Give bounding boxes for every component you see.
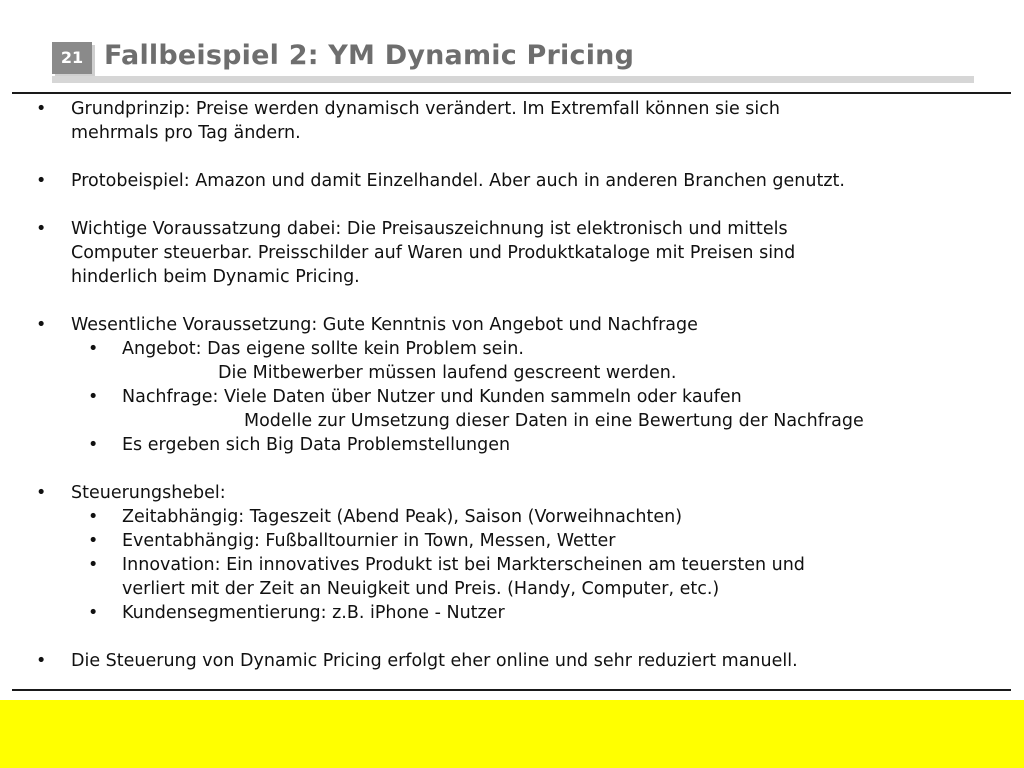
bullet-dot: •: [36, 219, 47, 239]
bullet-text-line: Es ergeben sich Big Data Problemstellungen: [122, 435, 511, 455]
bullet-text-line: Wesentliche Voraussetzung: Gute Kenntnis von Angebot und Nachfrage: [71, 315, 698, 335]
bullet-protobeispiel: [28, 169, 1008, 193]
bullet-text-line: Kundensegmentierung: z.B. iPhone - Nutzer: [122, 603, 505, 623]
bullet-text-line: hinderlich beim Dynamic Pricing.: [71, 267, 360, 287]
bullet-dot: •: [88, 531, 99, 551]
bullet-text-line: Computer steuerbar. Preisschilder auf Waren und Produktkataloge mit Preisen sind: [71, 243, 796, 263]
bullet-dot: •: [36, 99, 47, 119]
bullet-text-line: Nachfrage: Viele Daten über Nutzer und Kunden sammeln oder kaufen: [122, 387, 742, 407]
bullet-text-line: Steuerungshebel:: [71, 483, 226, 503]
bottom-divider: [12, 689, 1011, 691]
bullet-text-line: Angebot: Das eigene sollte kein Problem sein.: [122, 339, 524, 359]
slide-number-badge: 21: [52, 42, 92, 74]
bullet-list: [28, 97, 1008, 673]
bullet-text-line: Innovation: Ein innovatives Produkt ist bei Markterscheinen am teuersten und: [122, 555, 805, 575]
bullet-text-line: Zeitabhängig: Tageszeit (Abend Peak), Saison (Vorweihnachten): [122, 507, 683, 527]
bullet-text-line: Grundprinzip: Preise werden dynamisch verändert. Im Extremfall können sie sich: [71, 99, 780, 119]
sub-bullet-kundensegmentierung: [28, 601, 1008, 625]
bullet-text-line: Wichtige Voraussatzung dabei: Die Preisauszeichnung ist elektronisch und mittels: [71, 219, 788, 239]
bullet-text-line: mehrmals pro Tag ändern.: [71, 123, 301, 143]
sub-bullet-big-data: [28, 433, 1008, 457]
bullet-dot: •: [36, 483, 47, 503]
bullet-text-line: Eventabhängig: Fußballtournier in Town, Messen, Wetter: [122, 531, 616, 551]
bullet-dot: •: [88, 339, 99, 359]
sub-bullet-eventabhaengig: [28, 529, 1008, 553]
title-underline-bar: [52, 76, 974, 83]
bullet-text-line: Die Steuerung von Dynamic Pricing erfolgt eher online und sehr reduziert manuell.: [71, 651, 798, 671]
bullet-dot: •: [36, 315, 47, 335]
bullet-dot: •: [88, 555, 99, 575]
bullet-steuerung-online: [28, 649, 1008, 673]
sub-bullet-angebot: [28, 337, 1008, 385]
slide-title: Fallbeispiel 2: YM Dynamic Pricing: [104, 40, 635, 71]
bullet-text-line: Die Mitbewerber müssen laufend gescreent werden.: [218, 363, 677, 383]
bullet-text-line: Protobeispiel: Amazon und damit Einzelhandel. Aber auch in anderen Branchen genutzt.: [71, 171, 845, 191]
bullet-grundprinzip: [28, 97, 1008, 145]
top-divider: [12, 92, 1011, 94]
yellow-footer-band: [0, 700, 1024, 768]
sub-bullet-zeitabhaengig: [28, 505, 1008, 529]
sub-bullet-nachfrage: [28, 385, 1008, 433]
bullet-angebot-nachfrage: [28, 313, 1008, 337]
bullet-dot: •: [88, 507, 99, 527]
sub-bullet-innovation: [28, 553, 1008, 601]
bullet-dot: •: [88, 387, 99, 407]
bullet-dot: •: [36, 171, 47, 191]
bullet-text-line: verliert mit der Zeit an Neuigkeit und Preis. (Handy, Computer, etc.): [122, 579, 720, 599]
bullet-dot: •: [36, 651, 47, 671]
bullet-voraussatzung: [28, 217, 1008, 289]
bullet-dot: •: [88, 435, 99, 455]
bullet-dot: •: [88, 603, 99, 623]
bullet-steuerungshebel: [28, 481, 1008, 505]
bullet-text-line: Modelle zur Umsetzung dieser Daten in eine Bewertung der Nachfrage: [244, 411, 864, 431]
